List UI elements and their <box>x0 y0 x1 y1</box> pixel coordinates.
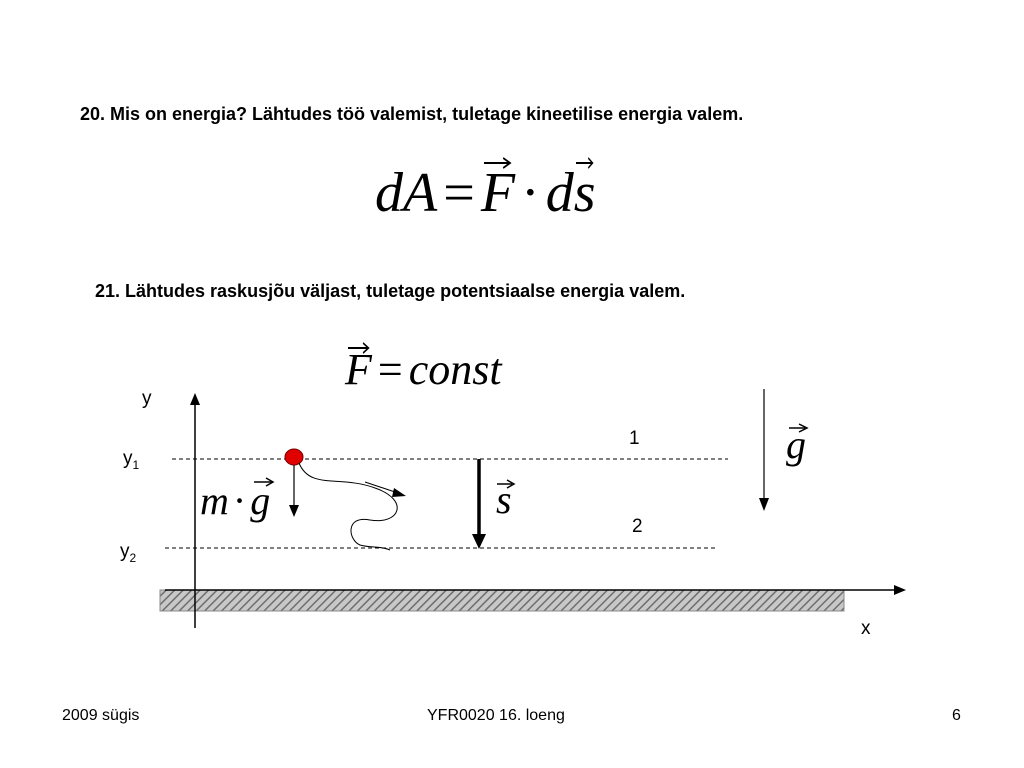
question-20: 20. Mis on energia? Lähtudes töö valemist, tuletage kineetilise energia valem. <box>80 104 744 124</box>
footer-date: 2009 sügis <box>62 707 140 724</box>
y2-label: $y_2$ <box>120 541 137 565</box>
y-axis-arrowhead-icon <box>190 393 200 405</box>
weight-label: m · g <box>200 478 271 523</box>
work-lhs: dA <box>375 162 438 224</box>
equals-sign: = <box>377 345 403 394</box>
ball <box>285 449 303 465</box>
displacement-label: s <box>496 477 512 522</box>
equals-sign: = <box>443 162 475 224</box>
x-axis-label: x <box>861 618 871 639</box>
trajectory-direction-arrow <box>365 482 398 493</box>
ground-hatch <box>160 590 844 611</box>
trajectory-arrowhead-icon <box>392 488 406 497</box>
gravity-label: g <box>786 422 806 467</box>
level-2-number: 2 <box>632 516 643 537</box>
trajectory-path <box>299 463 397 550</box>
question-21: 21. Lähtudes raskusjõu väljast, tuletage potentsiaalse energia valem. <box>95 281 686 301</box>
displacement-symbol: s <box>573 162 596 224</box>
x-axis-arrowhead-icon <box>894 585 906 595</box>
y-axis-label: y <box>142 388 152 409</box>
footer-course: YFR0020 16. loeng <box>427 707 565 724</box>
level-1-number: 1 <box>629 428 640 449</box>
dot-operator: · <box>521 162 540 224</box>
gravity-arrowhead-icon <box>759 498 769 511</box>
y1-label: $y_1$ <box>123 448 140 472</box>
displacement-arrowhead-icon <box>472 534 486 549</box>
weight-arrowhead-icon <box>289 505 299 517</box>
footer-page-number: 6 <box>952 707 961 724</box>
force-symbol: F <box>480 162 516 224</box>
force-symbol: F <box>345 345 372 394</box>
const-text: const <box>408 345 502 394</box>
differential-d: d <box>545 162 574 224</box>
